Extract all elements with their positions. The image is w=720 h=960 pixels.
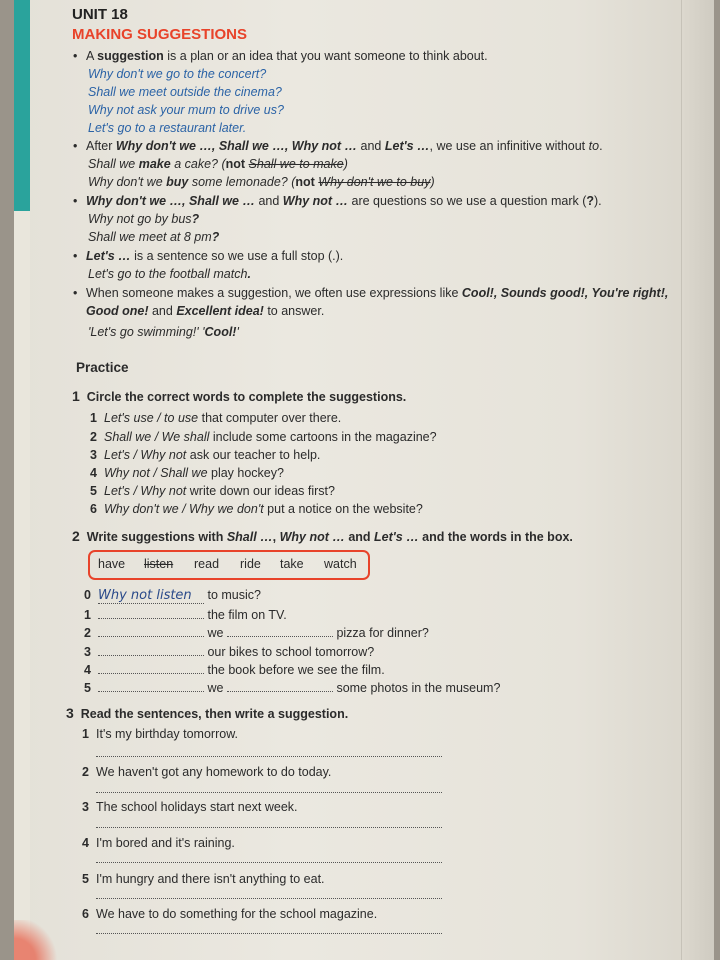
example-line: Why don't we go to the concert? bbox=[88, 67, 267, 81]
grammar-bullet-3: • Why don't we …, Shall we … and Why not … are questions so we use a question mark (?). bbox=[86, 194, 602, 208]
exercise-3-item: 5 I'm hungry and there isn't anything to eat. bbox=[82, 872, 325, 886]
example-line: Let's go to a restaurant later. bbox=[88, 121, 247, 135]
answer-line[interactable] bbox=[96, 898, 442, 899]
answer-blank[interactable] bbox=[98, 625, 204, 637]
book-gutter bbox=[681, 0, 714, 960]
grammar-bullet-5: • When someone makes a suggestion, we often use expressions like Cool!, Sounds good!, You're right!, bbox=[86, 286, 668, 300]
grammar-bullet-4: • Let's … is a sentence so we use a full stop (.). bbox=[86, 249, 343, 263]
practice-heading: Practice bbox=[76, 360, 129, 375]
exercise-2-item: 1 the film on TV. bbox=[84, 608, 287, 622]
word-box-word: take bbox=[280, 557, 304, 571]
answer-blank[interactable] bbox=[98, 607, 204, 619]
exercise-3-item: 4 I'm bored and it's raining. bbox=[82, 836, 235, 850]
exercise-1-item: 1 Let's use / to use that computer over there. bbox=[90, 411, 342, 425]
example-line: Why not ask your mum to drive us? bbox=[88, 103, 284, 117]
exercise-2-title: 2 Write suggestions with Shall …, Why not … and Let's … and the words in the box. bbox=[72, 528, 573, 544]
word-box-word: read bbox=[194, 557, 220, 571]
exercise-2-example: 0 Why not listen to music? bbox=[84, 588, 261, 603]
grammar-bullet-1: • A suggestion is a plan or an idea that you want someone to think about. bbox=[86, 49, 488, 63]
grammar-bullet-5-cont: Good one! and Excellent idea! to answer. bbox=[86, 304, 325, 318]
word-box-word: have bbox=[98, 557, 126, 571]
exercise-2-item: 3 our bikes to school tomorrow? bbox=[84, 645, 375, 659]
example-line: 'Let's go swimming!' 'Cool!' bbox=[88, 325, 239, 339]
exercise-3-item: 1 It's my birthday tomorrow. bbox=[82, 727, 239, 741]
answer-line[interactable] bbox=[96, 933, 442, 934]
exercise-1-item: 2 Shall we / We shall include some cartoons in the magazine? bbox=[90, 430, 437, 444]
grammar-bullet-2: • After Why don't we …, Shall we …, Why not … and Let's …, we use an infinitive without to. bbox=[86, 139, 603, 153]
answer-line[interactable] bbox=[96, 756, 442, 757]
example-line: Shall we meet outside the cinema? bbox=[88, 85, 282, 99]
exercise-3-title: 3 Read the sentences, then write a suggestion. bbox=[66, 705, 349, 721]
exercise-1-title: 1 Circle the correct words to complete the suggestions. bbox=[72, 388, 407, 404]
word-box bbox=[88, 550, 370, 580]
example-line: Let's go to the football match. bbox=[88, 267, 251, 281]
exercise-3-item: 2 We haven't got any homework to do today. bbox=[82, 765, 332, 779]
exercise-3-item: 3 The school holidays start next week. bbox=[82, 800, 298, 814]
answer-blank[interactable] bbox=[98, 662, 204, 674]
example-line: Shall we meet at 8 pm? bbox=[88, 230, 220, 244]
word-box-word: watch bbox=[324, 557, 357, 571]
exercise-1-item: 3 Let's / Why not ask our teacher to help. bbox=[90, 448, 321, 462]
exercise-3-item: 6 We have to do something for the school magazine. bbox=[82, 907, 378, 921]
exercise-2-item: 5 we some photos in the museum? bbox=[84, 681, 501, 695]
book-page bbox=[14, 0, 714, 960]
answer-blank[interactable] bbox=[98, 644, 204, 656]
example-line: Why not go by bus? bbox=[88, 212, 200, 226]
exercise-2-item: 2 we pizza for dinner? bbox=[84, 626, 429, 640]
answer-line[interactable] bbox=[96, 792, 442, 793]
answer-line[interactable] bbox=[96, 862, 442, 863]
page-corner-decoration bbox=[14, 920, 74, 960]
exercise-2-item: 4 the book before we see the film. bbox=[84, 663, 385, 677]
handwritten-answer: Why not listen bbox=[98, 588, 204, 604]
answer-blank[interactable] bbox=[227, 680, 333, 692]
example-line: Shall we make a cake? (not Shall we to make) bbox=[88, 157, 348, 171]
answer-blank[interactable] bbox=[227, 625, 333, 637]
word-box-word: ride bbox=[240, 557, 261, 571]
previous-page-edge bbox=[14, 0, 30, 960]
exercise-1-item: 5 Let's / Why not write down our ideas first? bbox=[90, 484, 335, 498]
unit-title: UNIT 18 bbox=[72, 6, 128, 23]
answer-line[interactable] bbox=[96, 827, 442, 828]
example-line: Why don't we buy some lemonade? (not Why don't we to buy) bbox=[88, 175, 435, 189]
exercise-1-item: 4 Why not / Shall we play hockey? bbox=[90, 466, 284, 480]
exercise-1-item: 6 Why don't we / Why we don't put a notice on the website? bbox=[90, 502, 423, 516]
answer-blank[interactable] bbox=[98, 680, 204, 692]
topic-title: MAKING SUGGESTIONS bbox=[72, 26, 248, 43]
word-box-word-used: listen bbox=[144, 557, 174, 571]
